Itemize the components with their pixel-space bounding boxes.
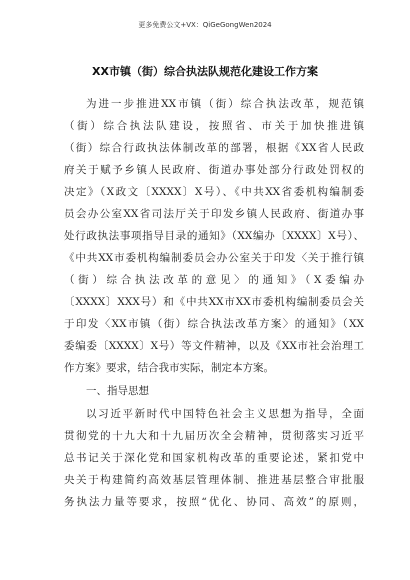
paragraph-1-line: 于印发〈XX市镇（街）综合执法改革方案〉的通知》（XX [64, 318, 364, 330]
paragraph-1-line: 处行政执法事项指导目录的通知》（XX编办〔XXXX〕X号）、 [64, 230, 364, 242]
section-heading: 一、指导思想 [86, 385, 149, 397]
paragraph-1-line: 府关于赋予乡镇人民政府、街道办事处部分行政处罚权的 [64, 164, 364, 176]
paragraph-1-line: 为进一步推进XX市镇（街）综合执法改革，规范镇 [86, 98, 364, 110]
header-note: 更多免费公文+VX：QiGeGongWen2024 [138, 21, 272, 29]
paragraph-1-line: 《中共XX市委机构编制委员会办公室关于印发〈关于推行镇 [64, 252, 364, 264]
paragraph-1-line: 作方案》要求，结合我市实际，制定本方案。 [64, 362, 274, 374]
paragraph-1-line: （街）综合行政执法体制改革的部署，根据《XX省人民政 [64, 142, 364, 154]
paragraph-1-line: 决定》（X政文〔XXXX〕X号）、《中共XX省委机构编制委 [64, 186, 364, 198]
paragraph-1-line: 员会办公室XX省司法厅关于印发乡镇人民政府、街道办事 [64, 208, 364, 220]
document-title: XX市镇（街）综合执法队规范化建设工作方案 [92, 65, 318, 78]
paragraph-2-line: 务执法力量等要求，按照“优化、协同、高效”的原则， [64, 496, 364, 508]
paragraph-1-line: （街）综合执法改革的意见〉的通知》（X委编办 [64, 274, 364, 286]
paragraph-2-line: 总书记关于深化党和国家机构改革的重要论述，紧扣党中 [64, 452, 364, 464]
paragraph-1-line: 委编委〔XXXX〕X号）等文件精神，以及《XX市社会治理工 [64, 340, 364, 352]
paragraph-1-line: 〔XXXX〕XXX号）和《中共XX市XX市委机构编制委员会关 [64, 296, 364, 308]
paragraph-2-line: 以习近平新时代中国特色社会主义思想为指导，全面 [86, 408, 364, 420]
paragraph-2-line: 央关于构建简约高效基层管理体制、推进基层整合审批服 [64, 474, 364, 486]
paragraph-2-line: 贯彻党的十九大和十九届历次全会精神，贯彻落实习近平 [64, 430, 364, 442]
paragraph-1-line: （街）综合执法队建设，按照省、市关于加快推进镇 [64, 120, 364, 132]
